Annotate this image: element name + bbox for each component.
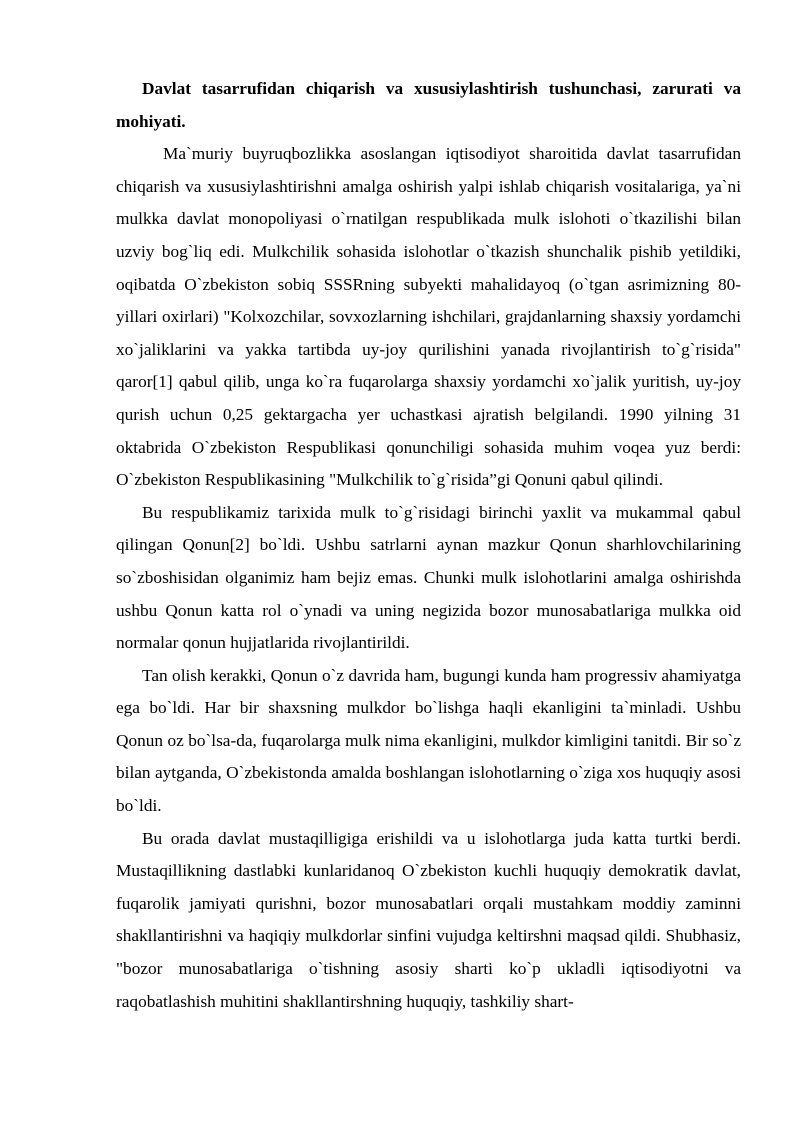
paragraph-2: Bu respublikamiz tarixida mulk to`g`risidagi birinchi yaxlit va mukammal qabul qilingan Qonun[2] bo`ldi. Ushbu satrlarni aynan mazkur Qonun sharhlovchilarining so`zboshisidan olganimiz ham bejiz emas. Chunki mulk islohotlarini amalga oshirishda ushbu Qonun katta rol o`ynadi va uning negizida bozor munosabatlariga mulkka oid normalar qonun hujjatlarida rivojlantirildi. [116,502,741,653]
paragraph-1: Ma`muriy buyruqbozlikka asoslangan iqtisodiyot sharoitida davlat tasarrufidan chiqarish va xususiylashtirishni amalga oshirish yalpi ishlab chiqarish vositalariga, ya`ni mulkka davlat monopoliyasi o`rnatilgan respublikada mulk islohoti o`tkazilishi bilan uzviy bog`liq edi. Mulkchilik sohasida islohotlar o`tkazish shunchalik pishib yetildiki, oqibatda O`zbekiston sobiq SSSRning subyekti mahalidayoq (o`tgan asrimizning 80-yillari oxirlari) "Kolxozchilar, sovxozlarning ishchilari, grajdanlarning shaxsiy yordamchi xo`jaliklarini va yakka tartibda uy-joy qurilishini yanada rivojlantirish to`g`risida" qaror[1] qabul qilib, unga ko`ra fuqarolarga shaxsiy yordamchi xo`jalik yuritish, uy-joy qurish uchun 0,25 gektargacha yer uchastkasi ajratish belgilandi. 1990 yilning 31 oktabrida O`zbekiston Respublikasi qonunchiligi sohasida muhim voqea yuz berdi: O`zbekiston Respublikasining "Mulkchilik to`g`risida”gi Qonuni qabul qilindi. [116,144,741,490]
document-page [116,73,741,1018]
section-heading: Davlat tasarrufidan chiqarish va xususiylashtirish tushunchasi, zarurati va mohiyati. [116,79,741,131]
paragraph-4: Bu orada davlat mustaqilligiga erishildi va u islohotlarga juda katta turtki berdi. Mustaqillikning dastlabki kunlaridanoq O`zbekiston kuchli huquqiy demokratik davlat, fuqarolik jamiyati qurishni, bozor munosabatlari orqali mustahkam moddiy zaminni shakllantirishni va haqiqiy mulkdorlar sinfini vujudga keltirshni maqsad qildi. Shubhasiz, "bozor munosabatlariga o`tishning asosiy sharti ko`p ukladli iqtisodiyotni va raqobatlashish muhitini shakllantirshning huquqiy, tashkiliy shart- [116,828,741,1011]
paragraph-3: Tan olish kerakki, Qonun o`z davrida ham, bugungi kunda ham progressiv ahamiyatga ega bo`ldi. Har bir shaxsning mulkdor bo`lishga haqli ekanligini ta`minladi. Ushbu Qonun oz bo`lsa-da, fuqarolarga mulk nima ekanligini, mulkdor kimligini tanitdi. Bir so`z bilan aytganda, O`zbekistonda amalda boshlangan islohotlarning o`ziga xos huquqiy asosi bo`ldi. [116,665,741,816]
